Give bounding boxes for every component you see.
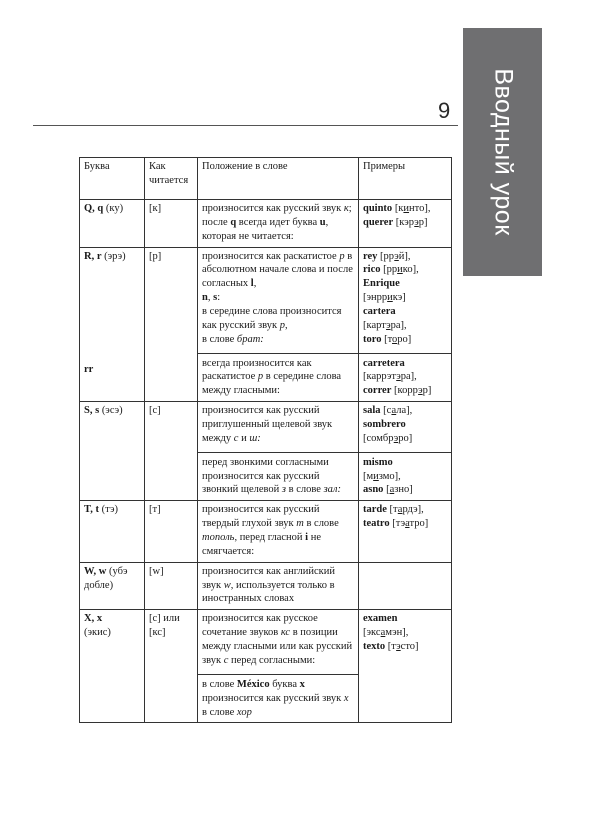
reading-cell: [с] или [кс] bbox=[145, 610, 198, 723]
position-cell: произносится как русское сочетание звуков кс в позиции между гласными или как русский звук с перед согласными: в слове México буква x произносится как русский звук х в слове хор bbox=[198, 610, 359, 723]
table-row bbox=[80, 610, 452, 723]
examples-cell: rey [ррэй], rico [ррико], Enrique [энррикэ] cartera [картэра], toro [торо] carretera [каррэтэра], correr [коррэр] bbox=[359, 247, 452, 402]
letter-cell: Q, q (ку) bbox=[80, 200, 145, 248]
position-cell: произносится как русский звук к; после q всегда идет буква u, которая не читается: bbox=[198, 200, 359, 248]
header-position: Положение в слове bbox=[198, 158, 359, 200]
position-cell: произносится как русский приглушенный щелевой звук между с и ш: перед звонкими согласными произносится как русский звонкий щелевой з в слове зал: bbox=[198, 402, 359, 501]
position-rr: всегда произносится как раскатистое р в середине слова между гласными: bbox=[198, 353, 358, 399]
reading-cell: [к] bbox=[145, 200, 198, 248]
header-examples: Примеры bbox=[359, 158, 452, 200]
table-row bbox=[80, 562, 452, 610]
table-row bbox=[80, 200, 452, 248]
table-header-row bbox=[80, 158, 452, 200]
header-letter: Буква bbox=[80, 158, 145, 200]
position-cell: произносится как русский твердый глухой звук т в слове тополь, перед гласной i не смягчается: bbox=[198, 501, 359, 562]
reading-cell: [w] bbox=[145, 562, 198, 610]
examples-cell: sala [сала], sombrero [сомбрэро] mismo [мизмо], asno [азно] bbox=[359, 402, 452, 501]
position-cell: произносится как английский звук w, используется только в иностранных словах bbox=[198, 562, 359, 610]
header-rule bbox=[33, 125, 458, 126]
position-cell: произносится как раскатистое р в абсолютном начале слова и после согласных l, n, s: в середине слова произносится как русский звук р, в слове брат: всегда произносится как раскатистое р в середине слова между гласными: bbox=[198, 247, 359, 402]
examples-cell: tarde [тардэ], teatro [тэатро] bbox=[359, 501, 452, 562]
letter-cell: W, w (убэ добле) bbox=[80, 562, 145, 610]
reading-cell: [с] bbox=[145, 402, 198, 501]
reading-cell: [р] bbox=[145, 247, 198, 402]
letter-cell: S, s (эсэ) bbox=[80, 402, 145, 501]
table-row bbox=[80, 402, 452, 501]
examples-cell: examen [эксамэн], texto [тэсто] bbox=[359, 610, 452, 723]
letter-cell: R, r (эрэ) rr bbox=[80, 247, 145, 402]
letters-table bbox=[79, 157, 452, 723]
reading-cell: [т] bbox=[145, 501, 198, 562]
section-tab bbox=[463, 28, 542, 276]
page-number: 9 bbox=[438, 98, 451, 123]
letter-cell: T, t (тэ) bbox=[80, 501, 145, 562]
table-row bbox=[80, 247, 452, 402]
examples-cell: quinto [кинто], querer [кэрэр] bbox=[359, 200, 452, 248]
examples-rr: carretera [каррэтэра], correr [коррэр] bbox=[359, 353, 451, 399]
letter-cell: X, x (экис) bbox=[80, 610, 145, 723]
table-row bbox=[80, 501, 452, 562]
header-reading: Как читается bbox=[145, 158, 198, 200]
examples-cell bbox=[359, 562, 452, 610]
section-tab-label: Вводный урок bbox=[489, 68, 517, 236]
